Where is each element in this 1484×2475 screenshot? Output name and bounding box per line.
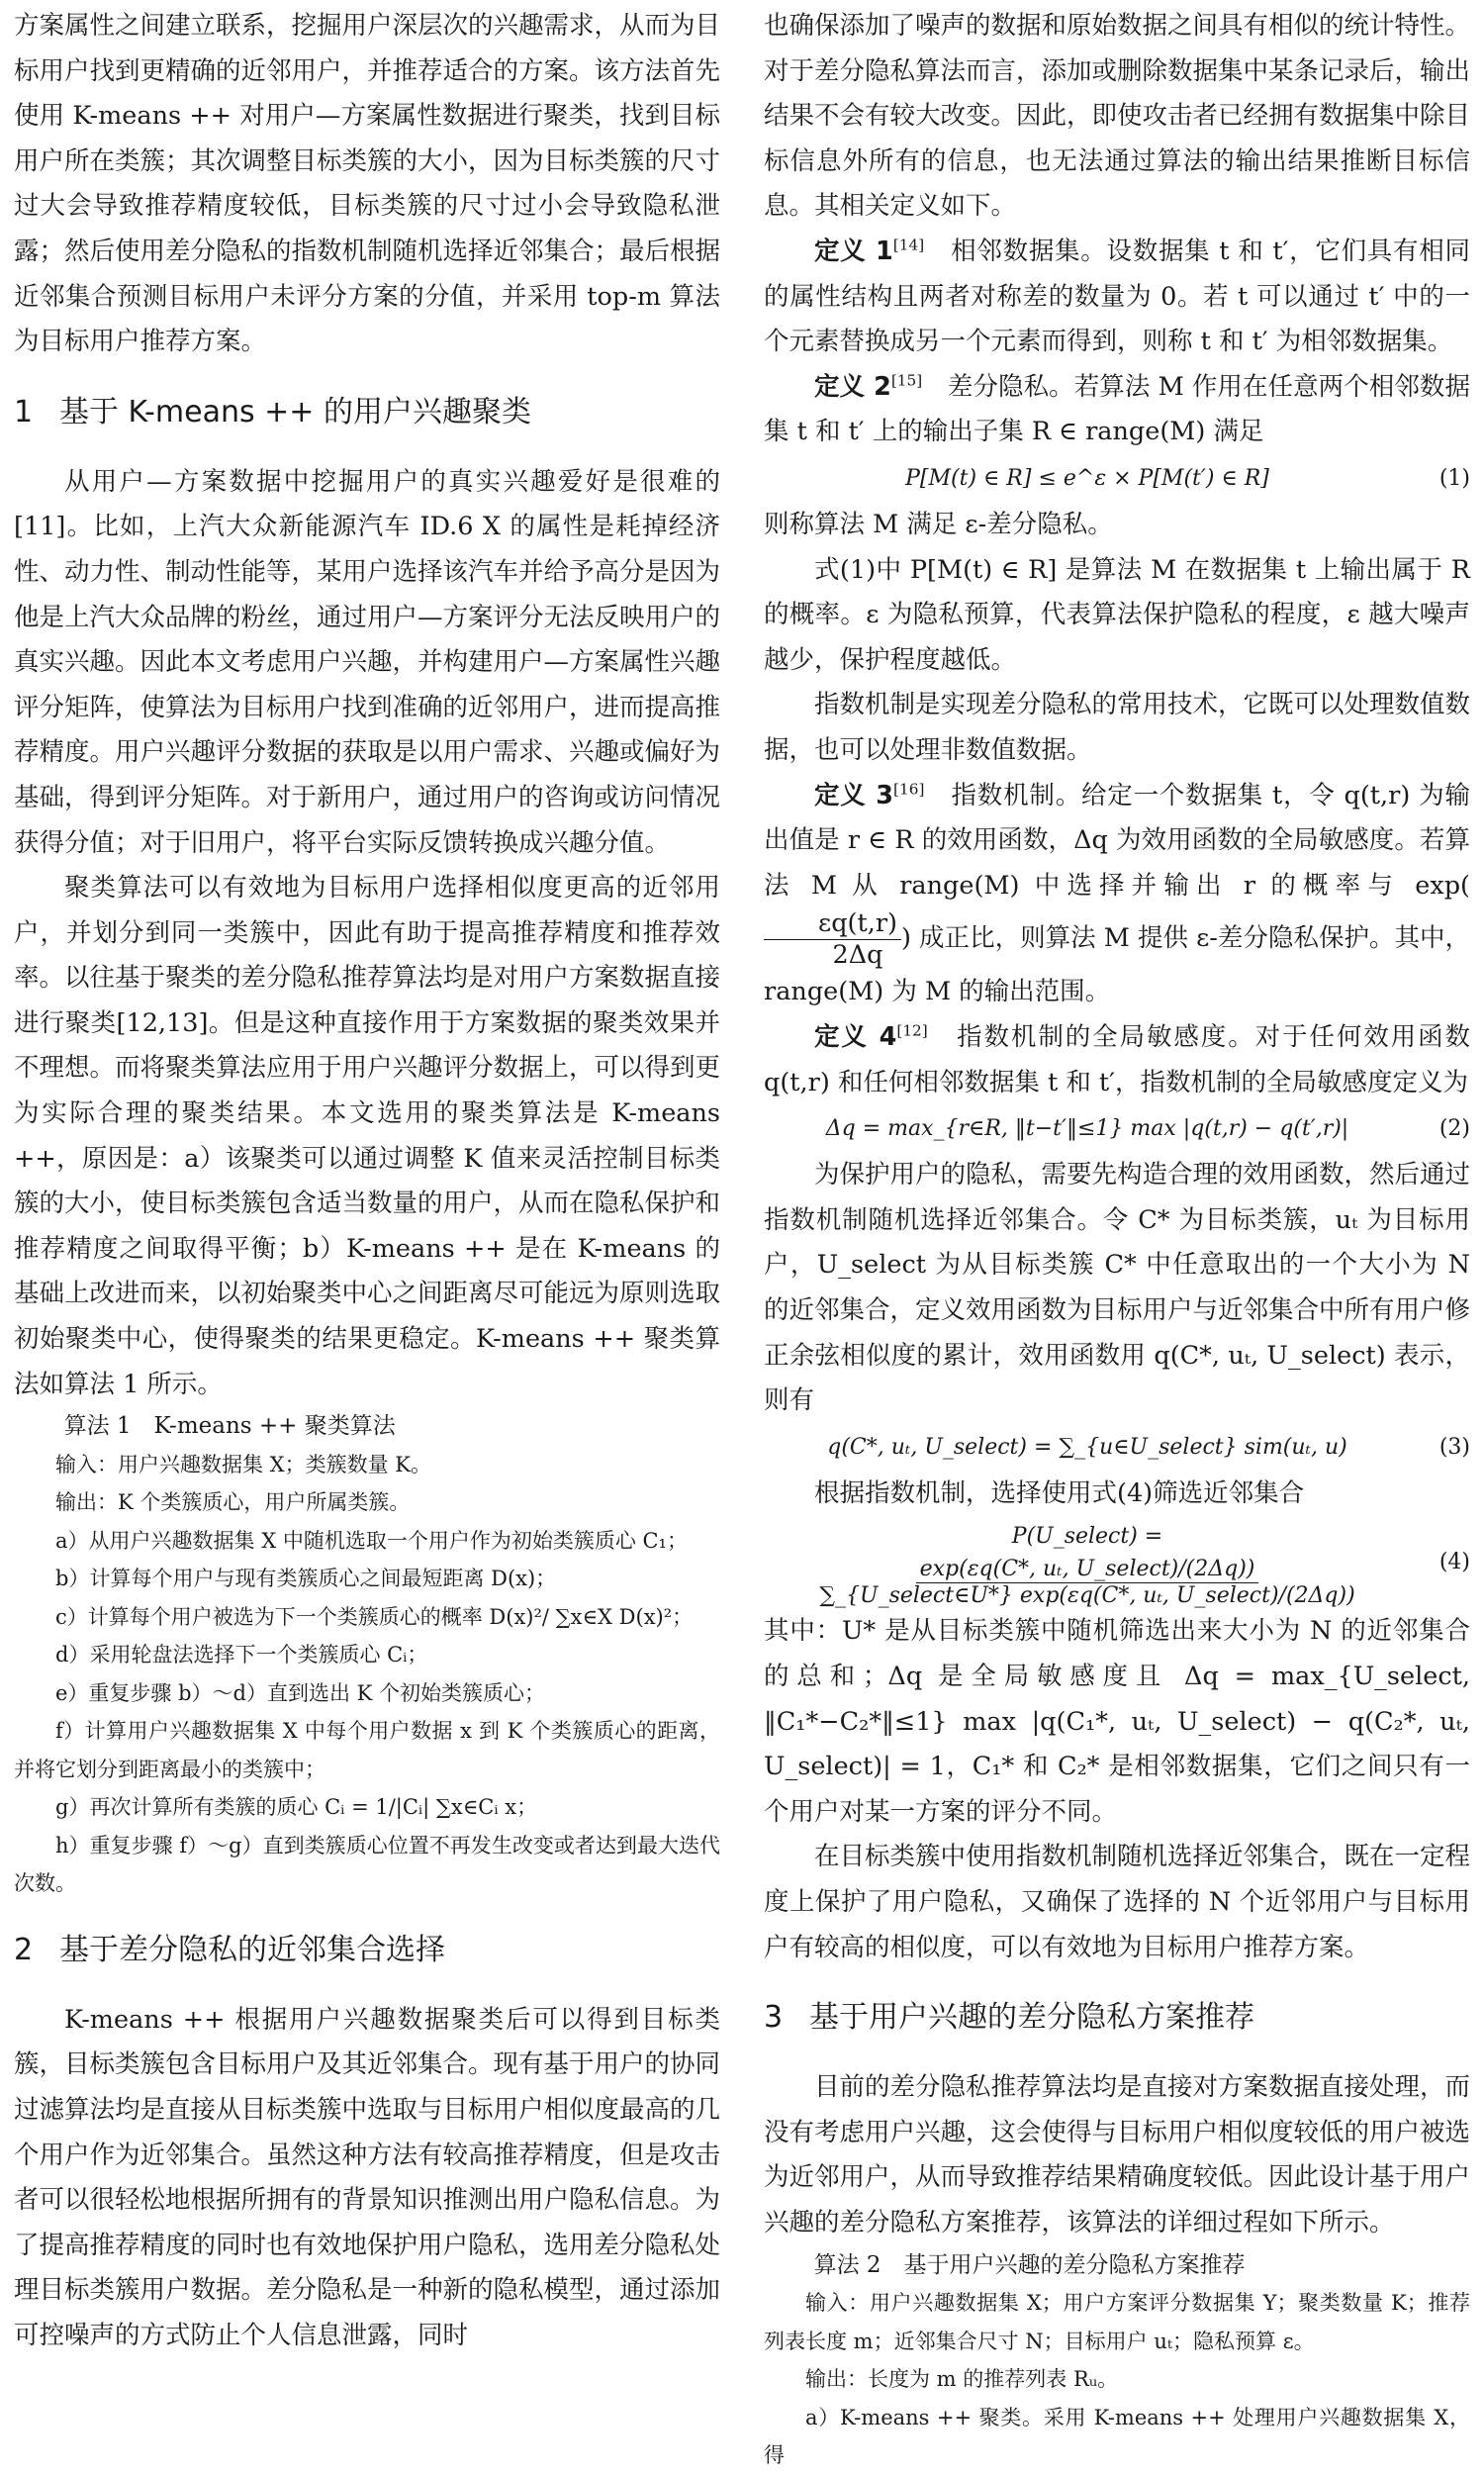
algorithm-output: 输出：长度为 m 的推荐列表 Rᵤ。 xyxy=(805,2367,1119,2392)
algorithm-2 xyxy=(764,2246,1470,2475)
algorithm-title: 算法 2 基于用户兴趣的差分隐私方案推荐 xyxy=(813,2251,1246,2278)
definition-label: 定义 1 xyxy=(814,236,893,266)
definition-text: 指数机制。给定一个数据集 t，令 q(t,r) 为输出值是 r ∈ R 的效用函数，Δq 为效用函数的全局敏感度。若算法 M 从 range(M) 中选择并输出 r 的概率与 exp( xyxy=(764,780,1470,901)
algorithm-step: g）再次计算所有类簇的质心 Cᵢ = 1/|Cᵢ| ∑x∈Cᵢ x； xyxy=(55,1795,538,1820)
equation-body: Δq = max_{r∈R, ‖t−t′‖≤1} max |q(t,r) − q(t′,r)| xyxy=(825,1116,1349,1142)
definition-label: 定义 3 xyxy=(814,780,894,810)
citation: [15] xyxy=(890,371,923,390)
fraction-numerator: exp(εq(C*, uₜ, U_select)/(2Δq)) xyxy=(916,1557,1259,1583)
fraction-numerator: εq(t,r) xyxy=(764,908,901,940)
definition-text: 差分隐私。若算法 M 作用在任意两个相邻数据集 t 和 t′ 上的输出子集 R ∈ range(M) 满足 xyxy=(764,371,1470,447)
citation: [12] xyxy=(896,1021,928,1040)
fraction xyxy=(815,1557,1358,1610)
algorithm-input: 输入：用户兴趣数据集 X；用户方案评分数据集 Y；聚类数量 K；推荐列表长度 m；近邻集合尺寸 N；目标用户 uₜ；隐私预算 ε。 xyxy=(764,2291,1470,2353)
definition-text: 指数机制的全局敏感度。对于任何效用函数 q(t,r) 和任何相邻数据集 t 和 t′，指数机制的全局敏感度定义为 xyxy=(764,1022,1470,1097)
equation-number: (1) xyxy=(1438,465,1470,491)
definition-3 xyxy=(764,774,1470,1016)
definition-2 xyxy=(764,365,1470,455)
algorithm-step: a）K-means ++ 聚类。采用 K-means ++ 处理用户兴趣数据集 X，得 xyxy=(764,2405,1470,2468)
paragraph-before-equation-3: 为保护用户的隐私，需要先构造合理的效用函数，然后通过指数机制随机选择近邻集合。令 C* 为目标类簇，uₜ 为目标用户，U_select 为从目标类簇 C* 中任意取出的一个大小为 N 的近邻集合，定义效用函数为目标用户与近邻集合中所有用户修正余弦相似度的累计，效用函数用 q(C*, uₜ, U_select) 表示，则有 xyxy=(764,1160,1471,1416)
algorithm-step: f）计算用户兴趣数据集 X 中每个用户数据 x 到 K 个类簇质心的距离，并将它划分到距离最小的类簇中； xyxy=(14,1719,720,1781)
paragraph-after-equation-4: 其中：U* 是从目标类簇中随机筛选出来大小为 N 的近邻集合的总和；Δq 是全局敏感度且 Δq = max_{U_select, ‖C₁*−C₂*‖≤1} max |q(C₁*, uₜ, U_select) − q(C₂*, uₜ, U_select)| = 1，C₁* 和 C₂* 是相邻数据集，它们之间只有一个用户对某一方案的评分不同。 xyxy=(764,1616,1470,1827)
section-1-paragraph-1: 从用户—方案数据中挖掘用户的真实兴趣爱好是很难的[11]。比如，上汽大众新能源汽车 ID.6 X 的属性是耗掉经济性、动力性、制动性能等，某用户选择该汽车并给予高分是因为他是上汽大众品牌的粉丝，通过用户—方案评分无法反映用户的真实兴趣。因此本文考虑用户兴趣，并构建用户—方案属性兴趣评分矩阵，使算法为目标用户找到准确的近邻用户，进而提高推荐精度。用户兴趣评分数据的获取是以用户需求、兴趣或偏好为基础，得到评分矩阵。对于新用户，通过用户的咨询或访问情况获得分值；对于旧用户，将平台实际反馈转换成兴趣分值。 xyxy=(14,466,721,858)
section-3-heading xyxy=(764,1996,1470,2040)
exp-mechanism-paragraph: 指数机制是实现差分隐私的常用技术，它既可以处理数值数据，也可以处理非数值数据。 xyxy=(764,690,1471,765)
conclusion-paragraph: 在目标类簇中使用指数机制随机选择近邻集合，既在一定程度上保护了用户隐私，又确保了选择的 N 个近邻用户与目标用户有较高的相似度，可以有效地为目标用户推荐方案。 xyxy=(764,1842,1471,1962)
algorithm-step: d）采用轮盘法选择下一个类簇质心 Cᵢ； xyxy=(55,1643,428,1667)
section-1-heading xyxy=(14,391,720,434)
definition-text: ) 成正比，则算法 M 提供 ε-差分隐私保护。其中，range(M) 为 M 的输出范围。 xyxy=(764,923,1470,1007)
section-2-heading xyxy=(14,1929,720,1972)
algorithm-output: 输出：K 个类簇质心，用户所属类簇。 xyxy=(55,1490,411,1515)
left-column xyxy=(14,4,720,2358)
equation-1 xyxy=(764,459,1470,499)
definition-label: 定义 4 xyxy=(814,1022,897,1053)
section-number: 3 xyxy=(764,2000,784,2036)
equation-lhs: P(U_select) = xyxy=(1011,1523,1163,1549)
algorithm-step: c）计算每个用户被选为下一个类簇质心的概率 D(x)²/ ∑x∈X D(x)²； xyxy=(55,1604,694,1629)
section-2-paragraph-1: K-means ++ 根据用户兴趣数据聚类后可以得到目标类簇，目标类簇包含目标用户及其近邻集合。现有基于用户的协同过滤算法均是直接从目标类簇中选取与目标用户相似度最高的几个用户作为近邻集合。虽然这种方法有较高推荐精度，但是攻击者可以很轻松地根据所拥有的背景知识推测出用户隐私信息。为了提高推荐精度的同时也有效地保护用户隐私，选用差分隐私处理目标类簇用户数据。差分隐私是一种新的隐私模型，通过添加可控噪声的方式防止个人信息泄露，同时 xyxy=(14,2004,721,2350)
definition-label: 定义 2 xyxy=(814,371,891,402)
definition-1 xyxy=(764,230,1470,365)
section-number: 1 xyxy=(14,394,34,429)
equation-2 xyxy=(764,1109,1470,1149)
equation-4 xyxy=(764,1520,1470,1608)
equation-number: (4) xyxy=(1438,1550,1470,1575)
definition-4 xyxy=(764,1015,1470,1105)
fraction-denominator: ∑_{U_select∈U*} exp(εq(C*, uₜ, U_select)/(2Δq)) xyxy=(819,1582,1355,1608)
algorithm-step: e）重复步骤 b）～d）直到选出 K 个初始类簇质心； xyxy=(55,1680,546,1705)
section-title: 基于用户兴趣的差分隐私方案推荐 xyxy=(809,2000,1254,2036)
after-equation-1: 则称算法 M 满足 ε-差分隐私。 xyxy=(764,509,1113,539)
definition-text: 相邻数据集。设数据集 t 和 t′，它们具有相同的属性结构且两者对称差的数量为 0。若 t 可以通过 t′ 中的一个元素替换成另一个元素而得到，则称 t 和 t′ 为相邻数据集。 xyxy=(764,236,1470,357)
algorithm-title: 算法 1 K-means ++ 聚类算法 xyxy=(63,1413,396,1440)
fraction xyxy=(764,908,901,970)
equation-body xyxy=(764,1517,1411,1610)
section-title: 基于 K-means ++ 的用户兴趣聚类 xyxy=(59,394,531,429)
fraction-denominator: 2Δq xyxy=(832,939,883,970)
algorithm-step: a）从用户兴趣数据集 X 中随机选取一个用户作为初始类簇质心 C₁； xyxy=(55,1528,688,1553)
equation-body: P[M(t) ∈ R] ≤ e^ε × P[M(t′) ∈ R] xyxy=(905,465,1269,491)
continuation-paragraph: 也确保添加了噪声的数据和原始数据之间具有相似的统计特性。对于差分隐私算法而言，添加或删除数据集中某条记录后，输出结果不会有较大改变。因此，即使攻击者已经拥有数据集中除目标信息外所有的信息，也无法通过算法的输出结果推断目标信息。其相关定义如下。 xyxy=(764,11,1471,222)
citation: [16] xyxy=(893,780,925,798)
equation-body: q(C*, uₜ, U_select) = ∑_{u∈U_select} sim(uₜ, u) xyxy=(827,1434,1347,1460)
intro-paragraph: 方案属性之间建立联系，挖掘用户深层次的兴趣需求，从而为目标用户找到更精确的近邻用户，并推荐适合的方案。该方法首先使用 K-means ++ 对用户—方案属性数据进行聚类，找到目标用户所在类簇；其次调整目标类簇的大小，因为目标类簇的尺寸过大会导致推荐精度较低，目标类簇的尺寸过小会导致隐私泄露；然后使用差分隐私的指数机制随机选择近邻集合；最后根据近邻集合预测目标用户未评分方案的分值，并采用 top-m 算法为目标用户推荐方案。 xyxy=(14,11,721,357)
algorithm-input: 输入：用户兴趣数据集 X；类簇数量 K。 xyxy=(55,1452,431,1476)
section-1-paragraph-2: 聚类算法可以有效地为目标用户选择相似度更高的近邻用户，并划分到同一类簇中，因此有助于提高推荐精度和推荐效率。以往基于聚类的差分隐私推荐算法均是对用户方案数据直接进行聚类[12,13]。但是这种直接作用于方案数据的聚类效果并不理想。而将聚类算法应用于用户兴趣评分数据上，可以得到更为实际合理的聚类结果。本文选用的聚类算法是 K-means ++，原因是：a）该聚类可以通过调整 K 值来灵活控制目标类簇的大小，使目标类簇包含适当数量的用户，从而在隐私保护和推荐精度之间取得平衡；b）K-means ++ 是在 K-means 的基础上改进而来，以初始聚类中心之间距离尽可能远为原则选取初始聚类中心，使得聚类的结果更稳定。K-means ++ 聚类算法如算法 1 所示。 xyxy=(14,873,721,1399)
algorithm-step: h）重复步骤 f）～g）直到类簇质心位置不再发生改变或者达到最大迭代次数。 xyxy=(14,1833,720,1896)
right-column xyxy=(764,4,1470,2475)
equation-1-explanation: 式(1)中 P[M(t) ∈ R] 是算法 M 在数据集 t 上输出属于 R 的概率。ε 为隐私预算，代表算法保护隐私的程度，ε 越大噪声越少，保护程度越低。 xyxy=(764,554,1470,675)
citation: [14] xyxy=(892,236,925,254)
section-title: 基于差分隐私的近邻集合选择 xyxy=(59,1932,445,1967)
section-number: 2 xyxy=(14,1932,34,1967)
algorithm-1 xyxy=(14,1407,720,1903)
paragraph-before-equation-4: 根据指数机制，选择使用式(4)筛选近邻集合 xyxy=(814,1477,1305,1508)
section-3-paragraph-1: 目前的差分隐私推荐算法均是直接对方案数据直接处理，而没有考虑用户兴趣，这会使得与目标用户相似度较低的用户被选为近邻用户，从而导致推荐结果精确度较低。因此设计基于用户兴趣的差分隐私方案推荐，该算法的详细过程如下所示。 xyxy=(764,2072,1471,2237)
algorithm-step: b）计算每个用户与现有类簇质心之间最短距离 D(x)； xyxy=(55,1567,557,1591)
equation-number: (3) xyxy=(1438,1434,1470,1460)
equation-3 xyxy=(764,1428,1470,1468)
equation-number: (2) xyxy=(1438,1116,1470,1142)
